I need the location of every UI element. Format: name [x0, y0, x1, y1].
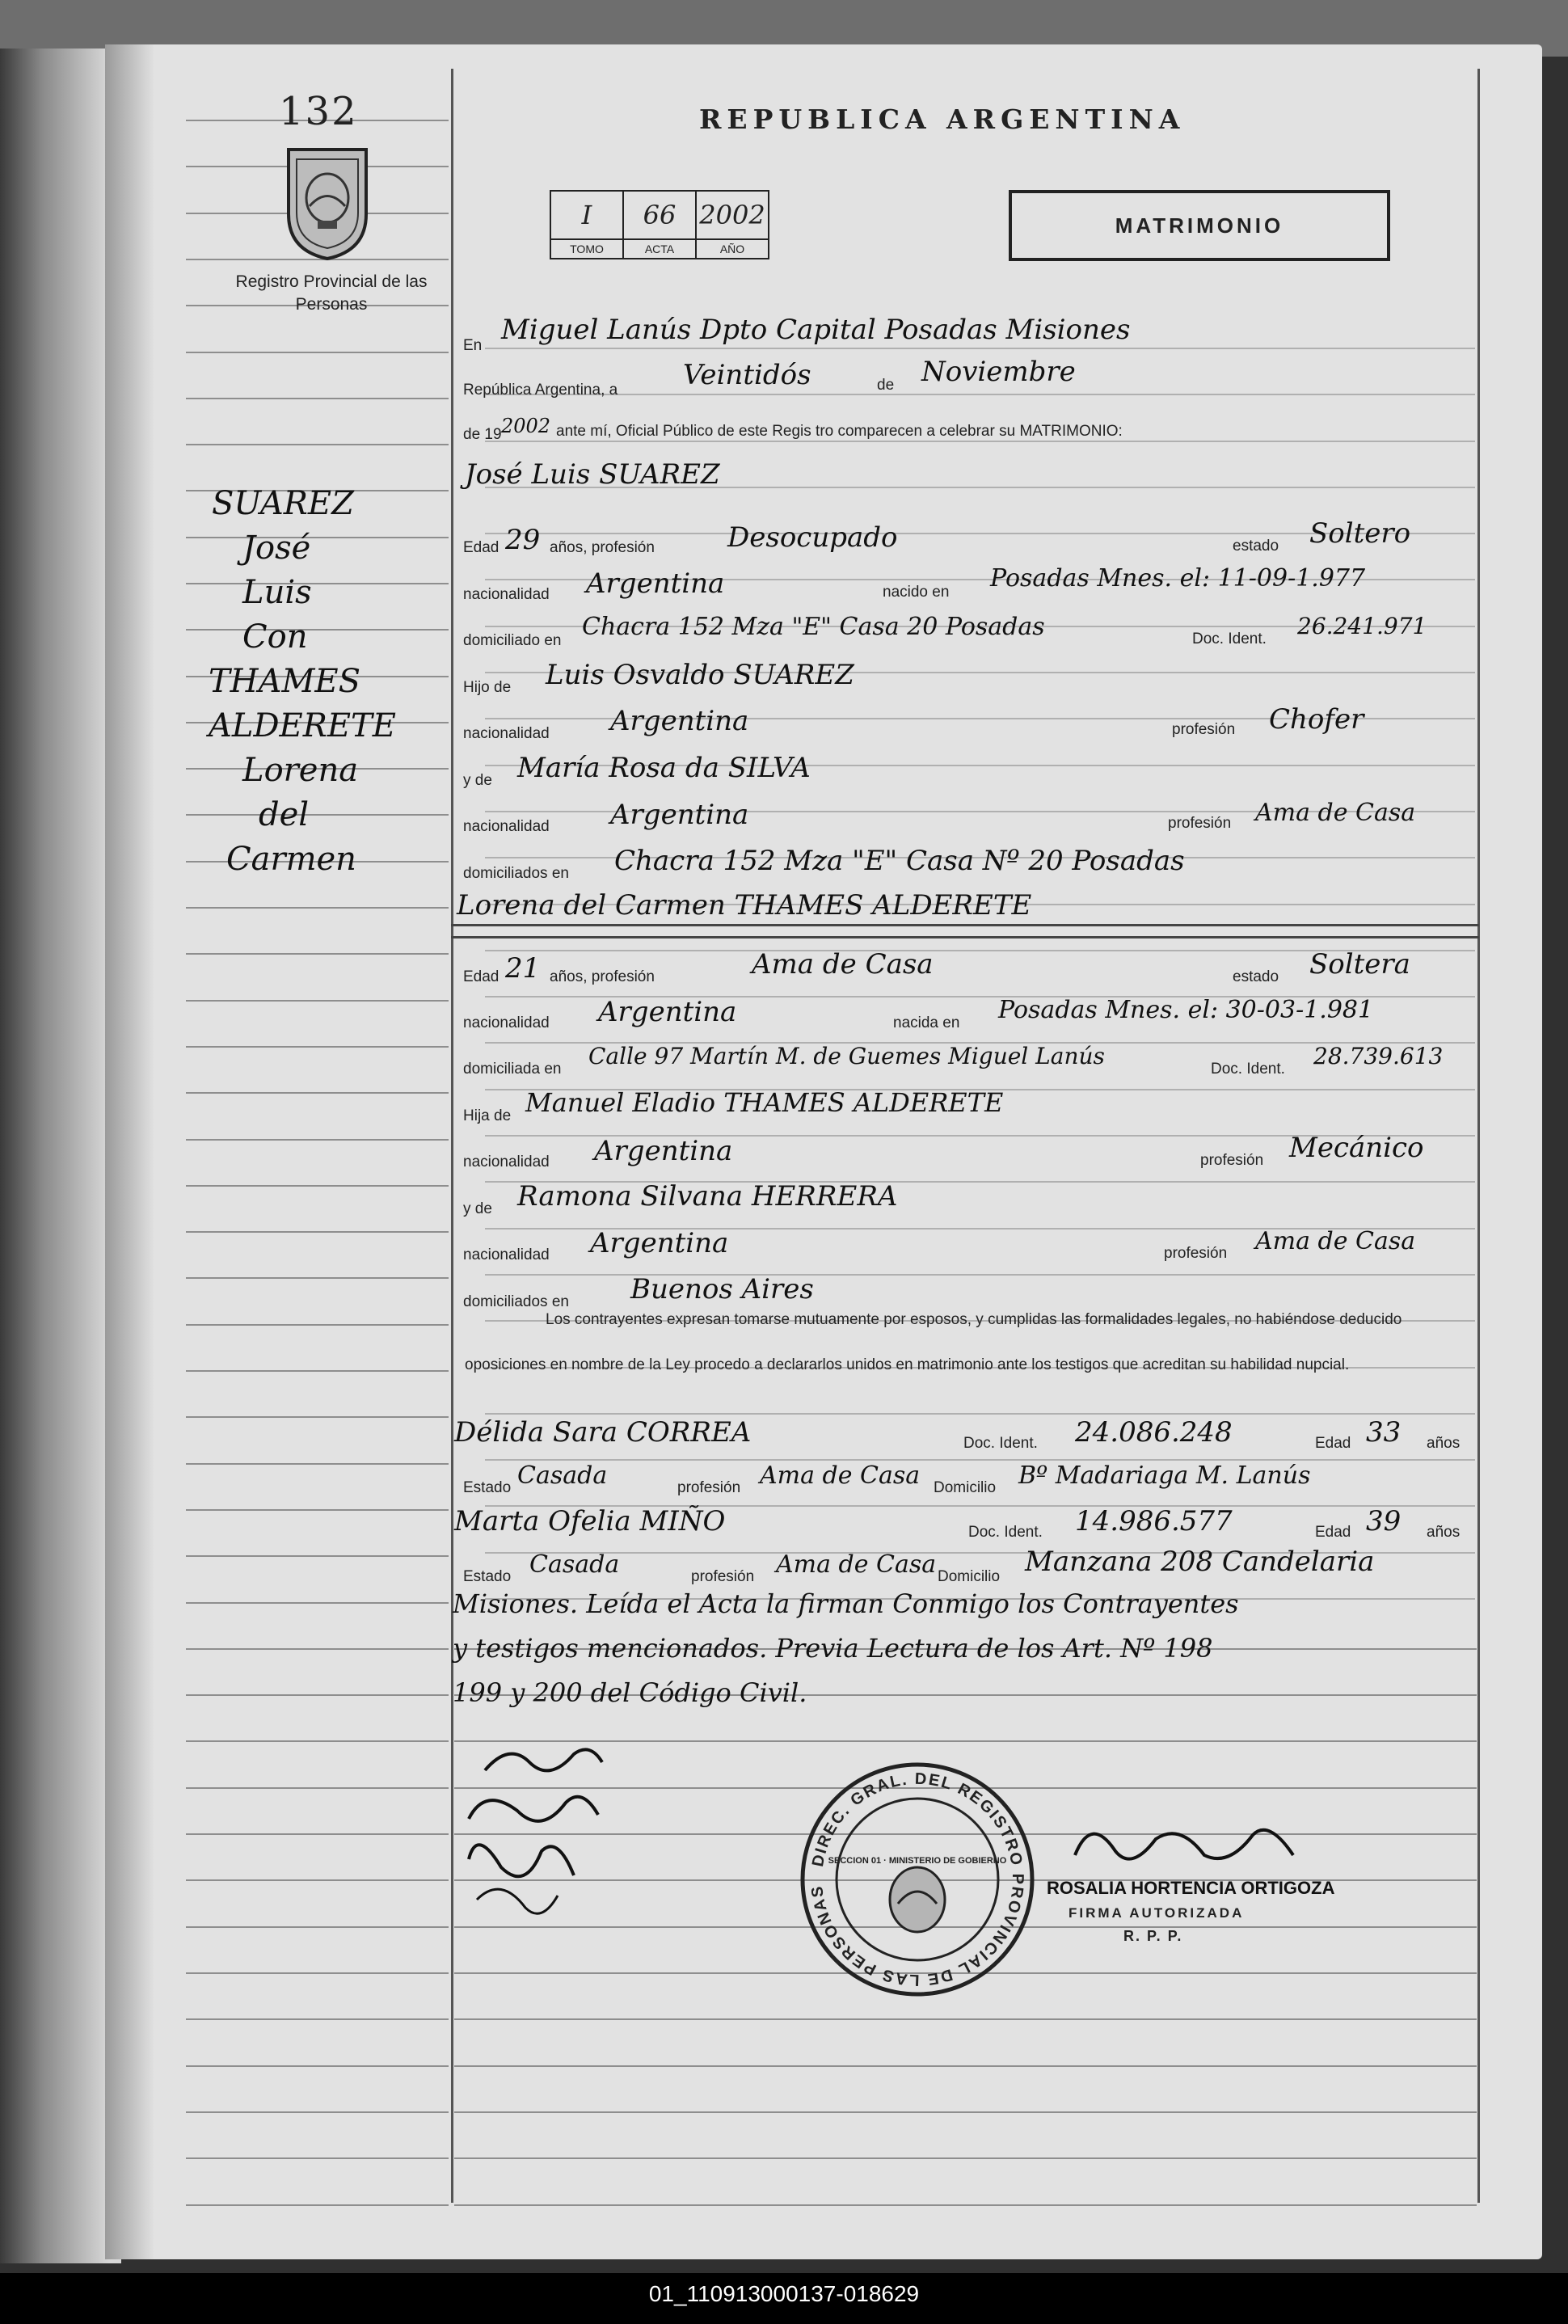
bride-edad-label: Edad: [463, 968, 499, 985]
bride-nacionalidad: Argentina: [598, 996, 737, 1028]
ruled-line: [186, 2111, 449, 2113]
margin-note-line: Luis: [242, 574, 312, 611]
form-line: [485, 1459, 1475, 1461]
ruled-line: [186, 1972, 449, 1974]
bride-nacida: Posadas Mnes. el: 30-03-1.981: [998, 996, 1374, 1024]
ruled-line: [186, 1509, 449, 1511]
groom-father-nac-label: nacionalidad: [463, 725, 550, 742]
witness1-edad-label: Edad: [1315, 1435, 1351, 1452]
witness1-anos-label: años: [1427, 1435, 1461, 1452]
ruled-line: [186, 1602, 449, 1604]
ruled-line: [186, 1277, 449, 1279]
seal-text: DIREC. GRAL. DEL REGISTRO PROVINCIAL DE LAS PERSONAS: [808, 1769, 1027, 1989]
ruled-line: [186, 1833, 449, 1835]
ruled-line: [186, 1555, 449, 1557]
groom-yde-label: y de: [463, 772, 492, 789]
witness1-doc: 24.086.248: [1075, 1416, 1233, 1449]
bride-doc-label: Doc. Ident.: [1211, 1061, 1285, 1078]
witness1-domicilio: Bº Madariaga M. Lanús: [1018, 1461, 1311, 1490]
signature-scribbles: [453, 1738, 614, 1924]
bride-mother-nac: Argentina: [590, 1227, 729, 1259]
ruled-line: [186, 1092, 449, 1094]
closing-line: 199 y 200 del Código Civil.: [453, 1677, 807, 1708]
registry-label: Registro Provincial de las Personas: [235, 272, 428, 314]
ruled-line: [186, 907, 449, 909]
groom-doc: 26.241.971: [1297, 613, 1427, 639]
ruled-line: [186, 2018, 449, 2020]
groom-parents-dom: Chacra 152 Mza "E" Casa Nº 20 Posadas: [614, 845, 1185, 877]
groom-father: Luis Osvaldo SUAREZ: [546, 659, 854, 691]
provincial-crest-icon: [279, 141, 376, 263]
bride-nacida-label: nacida en: [893, 1014, 960, 1031]
form-line: [485, 394, 1475, 395]
en-label: En: [463, 337, 483, 354]
officer-name: ROSALIA HORTENCIA ORTIGOZA: [1047, 1878, 1335, 1898]
month-value: Noviembre: [921, 356, 1076, 388]
groom-nacionalidad: Argentina: [586, 567, 725, 600]
appearance-statement: ante mí, Oficial Público de este Regis tro comparecen a celebrar su MATRIMONIO:: [556, 423, 1123, 440]
witness2-edad-label: Edad: [1315, 1524, 1351, 1541]
witness1-prof-label: profesión: [677, 1479, 741, 1496]
witness1-profesion: Ama de Casa: [760, 1461, 921, 1490]
bride-name: Lorena del Carmen THAMES ALDERETE: [457, 889, 1032, 922]
record-type-box: MATRIMONIO: [1009, 190, 1390, 261]
bride-yde-label: y de: [463, 1200, 492, 1217]
ruled-line: [186, 814, 449, 816]
ruled-line: [186, 1324, 449, 1326]
margin-note-line: SUAREZ: [212, 485, 354, 522]
year-label: de 19: [463, 426, 502, 443]
ruled-line: [186, 2157, 449, 2159]
officer-title: FIRMA AUTORIZADA: [1069, 1905, 1245, 1921]
groom-mother-nac-label: nacionalidad: [463, 818, 550, 835]
bride-mother-nac-label: nacionalidad: [463, 1246, 550, 1263]
witness2-estado-label: Estado: [463, 1568, 512, 1585]
witness2-profesion: Ama de Casa: [776, 1550, 937, 1579]
groom-doc-label: Doc. Ident.: [1192, 631, 1267, 647]
declaration-text: Los contrayentes expresan tomarse mutuamente por esposos, y cumplidas las formalidades legales, no habiéndose deducido oposiciones en nombre de la Ley procedo a declararlos unidos en matrimonio ante los testigos que acreditan su habilidad nupcial.: [465, 1311, 1402, 1373]
ruled-line: [186, 1926, 449, 1928]
bride-father-nac-label: nacionalidad: [463, 1154, 550, 1170]
tomo-label: TOMO: [550, 239, 623, 259]
image-caption: 01_110913000137-018629: [648, 2281, 920, 2306]
tomo-value: I: [550, 191, 623, 239]
ruled-line: [454, 2065, 1477, 2067]
groom-nacido-label: nacido en: [883, 584, 950, 601]
bride-estado-label: estado: [1233, 968, 1279, 985]
bride-father-nac: Argentina: [594, 1135, 733, 1167]
book-binding: [0, 49, 121, 2263]
place-value: Miguel Lanús Dpto Capital Posadas Misiones: [501, 314, 1131, 346]
acta-label: ACTA: [623, 239, 696, 259]
ruled-line: [186, 1185, 449, 1187]
bride-anos-label: años, profesión: [550, 968, 655, 985]
official-seal: [796, 1758, 1039, 2001]
bride-domicilio: Calle 97 Martín M. de Guemes Miguel Lanús: [588, 1043, 1105, 1069]
section-separator: [451, 936, 1479, 938]
ruled-line: [186, 953, 449, 955]
margin-note-line: José: [242, 529, 311, 567]
witness2-domicilio: Manzana 208 Candelaria: [1025, 1546, 1375, 1578]
bride-father: Manuel Eladio THAMES ALDERETE: [525, 1087, 1004, 1118]
form-line: [485, 1413, 1475, 1415]
ruled-line: [186, 1046, 449, 1048]
folio-number: 132: [279, 89, 358, 134]
day-value: Veintidós: [683, 359, 811, 391]
groom-edad: 29: [505, 524, 541, 556]
ruled-line: [454, 2018, 1477, 2020]
form-line: [485, 348, 1475, 349]
republica-label: República Argentina, a: [463, 382, 618, 399]
bride-mother: Ramona Silvana HERRERA: [517, 1180, 898, 1213]
witness2-doc: 14.986.577: [1075, 1505, 1233, 1537]
ruled-line: [186, 1416, 449, 1418]
bride-hija-label: Hija de: [463, 1107, 512, 1124]
groom-mother-prof: Ama de Casa: [1255, 799, 1416, 827]
ruled-line: [186, 1694, 449, 1696]
witness2-name: Marta Ofelia MIÑO: [454, 1505, 726, 1537]
margin-note-line: ALDERETE: [209, 707, 396, 744]
groom-father-nac: Argentina: [610, 705, 749, 737]
witness2-anos-label: años: [1427, 1524, 1461, 1541]
groom-domicilio: Chacra 152 Mza "E" Casa 20 Posadas: [582, 613, 1045, 641]
ruled-line: [186, 1000, 449, 1002]
witness1-estado-label: Estado: [463, 1479, 512, 1496]
groom-nac-label: nacionalidad: [463, 586, 550, 603]
witness2-doc-label: Doc. Ident.: [968, 1524, 1043, 1541]
record-reference-table: [550, 190, 769, 259]
margin-note-line: Lorena: [242, 752, 359, 789]
bride-estado: Soltera: [1309, 948, 1410, 981]
page-gutter-shadow: [105, 44, 154, 2259]
ruled-line: [186, 398, 449, 399]
ruled-line: [186, 2204, 449, 2206]
officer-signature: [1067, 1807, 1309, 1879]
groom-estado-label: estado: [1233, 538, 1279, 555]
groom-profesion: Desocupado: [727, 521, 898, 554]
ruled-line: [186, 1648, 449, 1650]
margin-note-line: Con: [242, 618, 308, 656]
bride-profesion: Ama de Casa: [752, 948, 934, 981]
ruled-line: [186, 2065, 449, 2067]
groom-hijo-label: Hijo de: [463, 679, 512, 696]
groom-mother: María Rosa da SILVA: [517, 752, 811, 784]
ruled-line: [186, 1463, 449, 1465]
section-separator: [451, 924, 1479, 926]
groom-mother-prof-label: profesión: [1168, 815, 1232, 832]
groom-edad-label: Edad: [463, 539, 499, 556]
witness2-dom-label: Domicilio: [938, 1568, 1001, 1585]
groom-anos-label: años, profesión: [550, 539, 655, 556]
witness1-estado: Casada: [517, 1461, 608, 1490]
seal-inner-text: SECCION 01 · MINISTERIO DE GOBIERNO: [828, 1856, 1007, 1866]
groom-dom-label: domiciliado en: [463, 632, 562, 649]
closing-line: Misiones. Leída el Acta la firman Conmigo los Contrayentes: [453, 1588, 1239, 1619]
margin-note-line: THAMES: [209, 663, 361, 700]
ruled-line: [186, 444, 449, 445]
right-margin-rule: [1477, 69, 1480, 2203]
witness1-dom-label: Domicilio: [934, 1479, 997, 1496]
groom-nacido: Posadas Mnes. el: 11-09-1.977: [990, 564, 1366, 593]
groom-father-prof-label: profesión: [1172, 721, 1236, 738]
bride-father-prof: Mecánico: [1289, 1132, 1424, 1164]
ruled-line: [186, 1740, 449, 1742]
groom-parents-dom-label: domiciliados en: [463, 865, 569, 882]
witness1-name: Délida Sara CORREA: [454, 1416, 752, 1449]
ruled-line: [186, 1370, 449, 1372]
bride-nac-label: nacionalidad: [463, 1014, 550, 1031]
witness2-estado: Casada: [529, 1550, 620, 1579]
ruled-line: [454, 2157, 1477, 2159]
bride-doc: 28.739.613: [1313, 1043, 1444, 1069]
margin-note-line: Carmen: [226, 841, 356, 878]
witness2-prof-label: profesión: [691, 1568, 755, 1585]
bride-edad: 21: [505, 952, 541, 985]
bride-mother-prof-label: profesión: [1164, 1245, 1228, 1262]
closing-line: y testigos mencionados. Previa Lectura de los Art. Nº 198: [453, 1633, 1213, 1664]
ruled-line: [186, 537, 449, 538]
groom-estado: Soltero: [1309, 517, 1411, 550]
ano-label: AÑO: [696, 239, 769, 259]
ruled-line: [186, 583, 449, 584]
witness1-edad: 33: [1366, 1416, 1402, 1449]
ruled-line: [186, 1787, 449, 1789]
bride-parents-dom-label: domiciliados en: [463, 1293, 569, 1310]
margin-note-line: del: [259, 796, 310, 833]
groom-mother-nac: Argentina: [610, 799, 749, 831]
ruled-line: [186, 629, 449, 631]
ano-value: 2002: [696, 191, 769, 239]
ruled-line: [186, 1139, 449, 1141]
ruled-line: [186, 1231, 449, 1233]
ruled-line: [454, 2204, 1477, 2206]
officer-office: R. P. P.: [1123, 1928, 1183, 1944]
witness2-edad: 39: [1366, 1505, 1402, 1537]
groom-father-prof: Chofer: [1269, 703, 1364, 736]
bride-father-prof-label: profesión: [1200, 1152, 1264, 1169]
country-header: REPUBLICA ARGENTINA: [699, 103, 1186, 135]
year-value: 2002: [501, 415, 551, 437]
bride-parents-dom: Buenos Aires: [630, 1273, 814, 1305]
groom-name: José Luis SUAREZ: [465, 458, 720, 491]
ruled-line: [454, 2111, 1477, 2113]
de-label: de: [877, 377, 895, 394]
bride-dom-label: domiciliada en: [463, 1061, 562, 1078]
form-line: [485, 441, 1475, 442]
bride-mother-prof: Ama de Casa: [1255, 1227, 1416, 1255]
witness1-doc-label: Doc. Ident.: [963, 1435, 1038, 1452]
acta-value: 66: [623, 191, 696, 239]
ruled-line: [186, 1879, 449, 1881]
ruled-line: [186, 352, 449, 353]
